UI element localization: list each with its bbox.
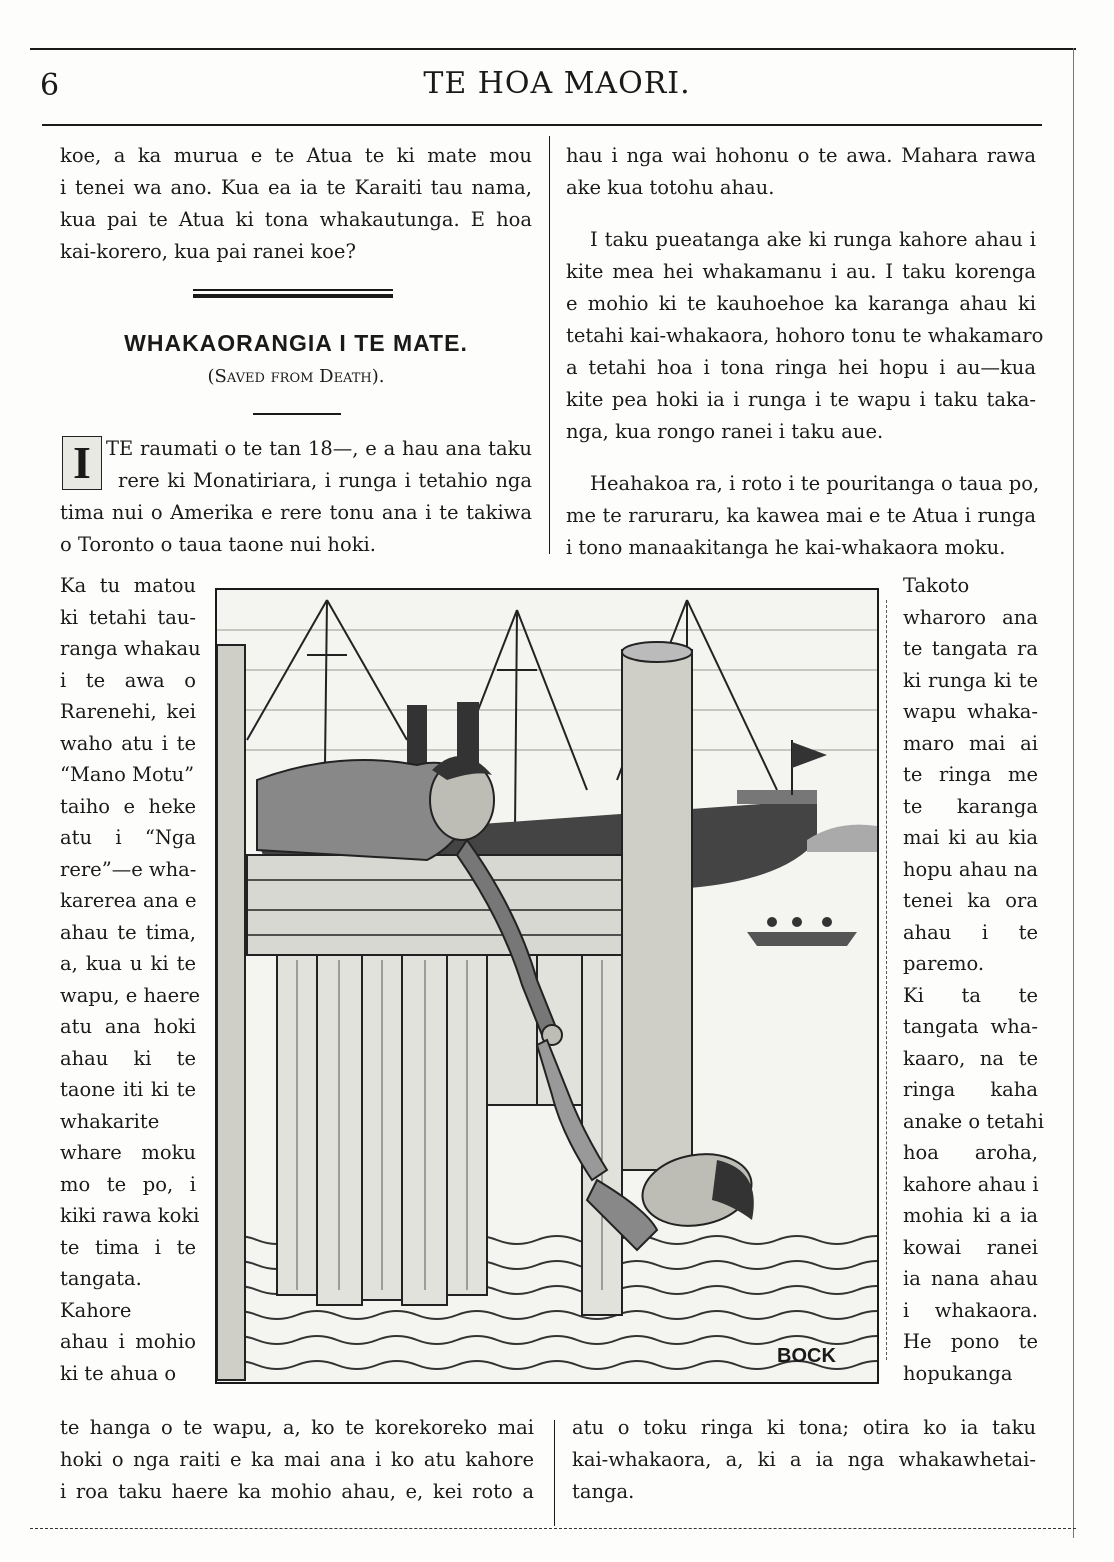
top-right-paragraph-3 <box>566 468 1040 564</box>
illustration <box>215 588 879 1384</box>
text-line: nga, kua rongo ranei i taku aue. <box>566 420 884 443</box>
text-line: mohia ki a ia <box>903 1204 1038 1227</box>
text-line: mai ki au kia <box>903 826 1038 849</box>
text-line: kiki rawa koki <box>60 1204 200 1227</box>
text-line: hopukanga <box>903 1361 1013 1385</box>
page-title: TE HOA MAORI. <box>423 66 691 101</box>
text-line: Kahore <box>60 1298 132 1322</box>
text-line: tetahi kai-whakaora, hohoro tonu te whakamaro <box>566 324 1044 347</box>
text-line: rere ki Monatiriara, i runga i tetahio nga <box>118 469 532 492</box>
right-edge-rule <box>1073 48 1074 1538</box>
right-column-divider <box>886 600 888 1360</box>
illustration-signature: BOCK <box>777 1345 836 1367</box>
intro-paragraph <box>60 433 532 561</box>
text-line: ia nana ahau <box>903 1267 1038 1290</box>
text-line: maro mai ai <box>903 731 1038 755</box>
column-divider-bottom <box>554 1420 555 1526</box>
text-line: whakarite <box>60 1109 160 1133</box>
text-line: karerea ana e <box>60 889 197 912</box>
text-line: hau i nga wai hohonu o te awa. Mahara rawa <box>566 144 1036 167</box>
text-line: wapu, e haere <box>60 983 201 1007</box>
article-heading: WHAKAORANGIA I TE MATE. <box>124 330 468 356</box>
text-line: whare moku <box>60 1141 196 1164</box>
text-line: Ka tu matou <box>60 574 196 597</box>
text-line: i roa taku haere ka mohio ahau, e, kei roto a <box>60 1480 534 1503</box>
text-line: taone iti ki te <box>60 1078 196 1101</box>
text-line: I taku pueatanga ake ki runga kahore ahau i <box>590 228 1036 251</box>
text-line: hoa aroha, <box>903 1141 1038 1164</box>
text-line: ranga whakau <box>60 637 201 660</box>
text-line: e mohio ki te kauhoehoe ka karanga ahau ki <box>566 292 1036 315</box>
text-line: atu ana hoki <box>60 1015 196 1038</box>
rescue-engraving <box>217 590 877 1382</box>
text-line: ahau te tima, <box>60 920 196 944</box>
page-number: 6 <box>40 68 60 103</box>
ornamental-rule <box>193 289 393 298</box>
drop-cap: I <box>62 436 102 490</box>
article-subheading: (Saved from Death). <box>207 366 385 387</box>
left-column-text <box>60 570 201 1389</box>
column-divider-top <box>549 136 550 554</box>
text-line: kite pea hoki ia i runga i te wapu i taku taka- <box>566 388 1036 411</box>
top-right-text <box>566 140 1036 204</box>
text-line: i tono manaakitanga he kai-whakaora moku. <box>566 536 1006 559</box>
text-line: taiho e heke <box>60 794 196 818</box>
text-line: koe, a ka murua e te Atua te ki mate mou <box>60 144 532 167</box>
text-line: te tangata ra <box>903 637 1038 660</box>
text-line: wharoro ana <box>903 605 1038 629</box>
text-line: te ringa me <box>903 763 1038 786</box>
text-line: a tetahi hoa i tona ringa hei hopu i au—kua <box>566 356 1036 379</box>
text-line: hopu ahau na <box>903 857 1038 881</box>
text-line: Takoto <box>903 574 970 597</box>
top-rule <box>30 48 1076 50</box>
text-line: paremo. <box>903 952 985 975</box>
text-line: waho atu i te <box>60 731 196 755</box>
text-line: o Toronto o taua taone nui hoki. <box>60 533 376 556</box>
text-line: ahau ki te <box>60 1046 196 1070</box>
text-line: tima nui o Amerika e rere tonu ana i te takiwa <box>60 501 532 524</box>
text-line: anake o tetahi <box>903 1109 1044 1133</box>
text-line: “Mano Motu” <box>60 763 195 786</box>
text-line: tenei ka ora <box>903 889 1038 912</box>
text-line: Heahakoa ra, i roto i te pouritanga o taua po, <box>590 472 1040 495</box>
text-line: ki tetahi tau- <box>60 605 196 629</box>
text-line: mo te po, i <box>60 1172 196 1196</box>
text-line: a, kua u ki te <box>60 952 196 975</box>
bottom-left-text <box>60 1412 534 1508</box>
text-line: ringa kaha <box>903 1078 1038 1101</box>
text-line: kua pai te Atua ki tona whakautunga. E hoa <box>60 208 532 231</box>
text-line: Rarenehi, kei <box>60 700 196 723</box>
right-column-text <box>903 570 1044 1389</box>
text-line: atu o toku ringa ki tona; otira ko ia taku <box>572 1416 1036 1439</box>
text-line: te tima i te <box>60 1235 196 1259</box>
text-line: hoki o nga raiti e ka mai ana i ko atu kahore <box>60 1448 534 1471</box>
text-line: kaaro, na te <box>903 1046 1038 1070</box>
header-rule <box>42 124 1042 126</box>
text-line: i whakaora. <box>903 1298 1038 1322</box>
text-line: Ki ta te <box>903 983 1038 1007</box>
short-rule <box>253 413 341 415</box>
text-line: rere”—e wha- <box>60 857 197 881</box>
text-line: ahau i te <box>903 920 1038 944</box>
text-line: tangata. <box>60 1267 142 1290</box>
top-right-paragraph-2 <box>566 224 1044 448</box>
text-line: te hanga o te wapu, a, ko te korekoreko mai <box>60 1416 534 1439</box>
text-line: kai-whakaora, a, ki a ia nga whakawhetai- <box>572 1448 1036 1471</box>
text-line: wapu whaka- <box>903 700 1038 723</box>
text-line: kite mea hei whakamanu i au. I taku korenga <box>566 260 1036 283</box>
text-line: ki te ahua o <box>60 1361 177 1385</box>
top-left-text <box>60 140 532 268</box>
text-line: te karanga <box>903 794 1038 818</box>
text-line: atu i “Nga <box>60 826 196 849</box>
text-line: TE raumati o te tan 18—, e a hau ana taku <box>106 437 532 460</box>
text-line: i te awa o <box>60 668 196 692</box>
text-line: ake kua totohu ahau. <box>566 176 775 199</box>
text-line: i tenei wa ano. Kua ea ia te Karaiti tau nama, <box>60 176 532 199</box>
text-line: tanga. <box>572 1480 635 1503</box>
text-line: kai-korero, kua pai ranei koe? <box>60 240 356 263</box>
text-line: ahau i mohio <box>60 1330 196 1353</box>
bottom-right-text <box>572 1412 1036 1508</box>
text-line: kowai ranei <box>903 1235 1038 1259</box>
text-line: He pono te <box>903 1330 1038 1353</box>
text-line: me te raruraru, ka kawea mai e te Atua i runga <box>566 504 1036 527</box>
text-line: kahore ahau i <box>903 1172 1039 1196</box>
text-line: ki runga ki te <box>903 668 1038 692</box>
text-line: tangata wha- <box>903 1015 1038 1038</box>
bottom-rule <box>30 1528 1076 1529</box>
